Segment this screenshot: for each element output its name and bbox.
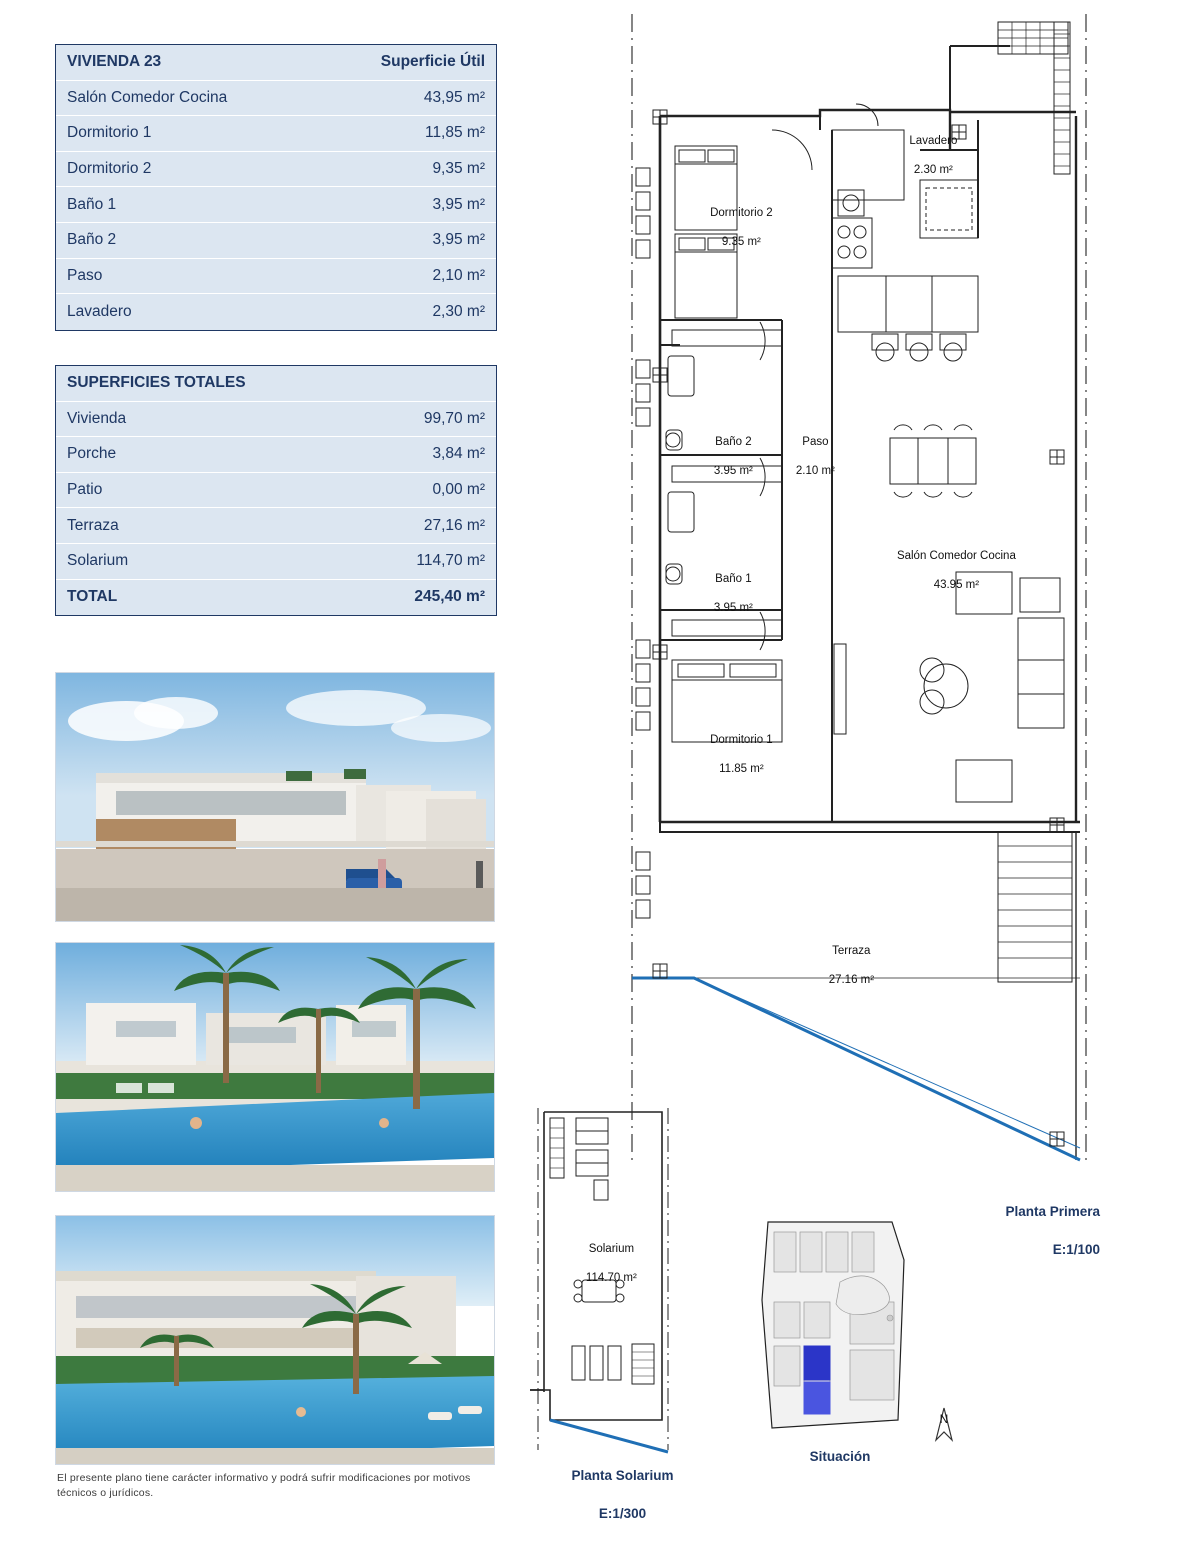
table-row-total: [56, 580, 496, 616]
row-value: 43,95 m²: [423, 88, 485, 106]
row-label: Porche: [67, 445, 117, 463]
render-image-pool-palms: [55, 942, 495, 1192]
disclaimer-text: El presente plano tiene carácter informativo y podrá sufrir modificaciones por motivos técnicos o jurídicos.: [57, 1472, 471, 1500]
totals-table: [55, 365, 497, 616]
row-value: 9,35 m²: [432, 160, 485, 178]
row-label: Solarium: [67, 552, 129, 570]
table-row: [56, 473, 496, 509]
row-value: 3,95 m²: [432, 195, 485, 213]
table-row: [56, 294, 496, 330]
table-row: [56, 402, 496, 438]
row-label: Terraza: [67, 516, 119, 534]
floorplan-caption: Planta Primera E:1/100: [1005, 1203, 1100, 1257]
row-value: 3,84 m²: [432, 445, 485, 463]
room-label-dormitorio-1: Dormitorio 1 11.85 m²: [710, 734, 773, 776]
table-row: [56, 81, 496, 117]
row-value: 0,00 m²: [432, 481, 485, 499]
render-image-exterior: [55, 672, 495, 922]
row-label: Baño 1: [67, 195, 117, 213]
table-row: [56, 259, 496, 295]
row-value: 2,30 m²: [432, 302, 485, 320]
room-label-lavadero: Lavadero 2.30 m²: [909, 135, 958, 177]
unit-title: VIVIENDA 23: [67, 53, 162, 71]
room-label-solarium: Solarium 114.70 m²: [585, 1243, 637, 1285]
row-label: Vivienda: [67, 409, 127, 427]
table-row: [56, 116, 496, 152]
room-label-dormitorio-2: Dormitorio 2 9.35 m²: [710, 207, 773, 249]
row-label: Paso: [67, 266, 103, 284]
room-label-paso: Paso 2.10 m²: [795, 436, 835, 478]
unit-metric-header: Superficie Útil: [380, 53, 485, 71]
row-value: 2,10 m²: [432, 266, 485, 284]
table-row-header: [56, 45, 496, 81]
totals-title: SUPERFICIES TOTALES: [67, 374, 246, 392]
room-label-terraza: Terraza 27.16 m²: [828, 945, 875, 987]
north-arrow-label: N: [939, 1412, 949, 1426]
row-value: 27,16 m²: [423, 516, 485, 534]
situation-caption: Situación: [809, 1449, 871, 1464]
row-value: 114,70 m²: [416, 552, 485, 570]
table-row: [56, 508, 496, 544]
table-row: [56, 152, 496, 188]
floorplan-drawing: [520, 0, 1202, 1521]
table-row-header: [56, 366, 496, 402]
total-label: TOTAL: [67, 588, 118, 606]
row-label: Dormitorio 2: [67, 160, 152, 178]
unit-areas-table: [55, 44, 497, 331]
table-row: [56, 223, 496, 259]
row-label: Salón Comedor Cocina: [67, 88, 228, 106]
total-value: 245,40 m²: [414, 588, 485, 606]
table-row: [56, 187, 496, 223]
row-value: 11,85 m²: [424, 124, 485, 142]
row-label: Baño 2: [67, 231, 117, 249]
row-value: 3,95 m²: [432, 231, 485, 249]
render-image-pool-terraces: [55, 1215, 495, 1465]
solarium-caption: Planta Solarium E:1/300: [571, 1467, 674, 1521]
row-label: Patio: [67, 481, 103, 499]
table-row: [56, 437, 496, 473]
room-label-bano-1: Baño 1 3.95 m²: [713, 573, 753, 615]
row-value: 99,70 m²: [423, 409, 485, 427]
room-label-bano-2: Baño 2 3.95 m²: [713, 436, 753, 478]
table-row: [56, 544, 496, 580]
room-label-salon-comedor-cocina: Salón Comedor Cocina 43.95 m²: [896, 550, 1016, 592]
row-label: Lavadero: [67, 302, 132, 320]
row-label: Dormitorio 1: [67, 124, 152, 142]
